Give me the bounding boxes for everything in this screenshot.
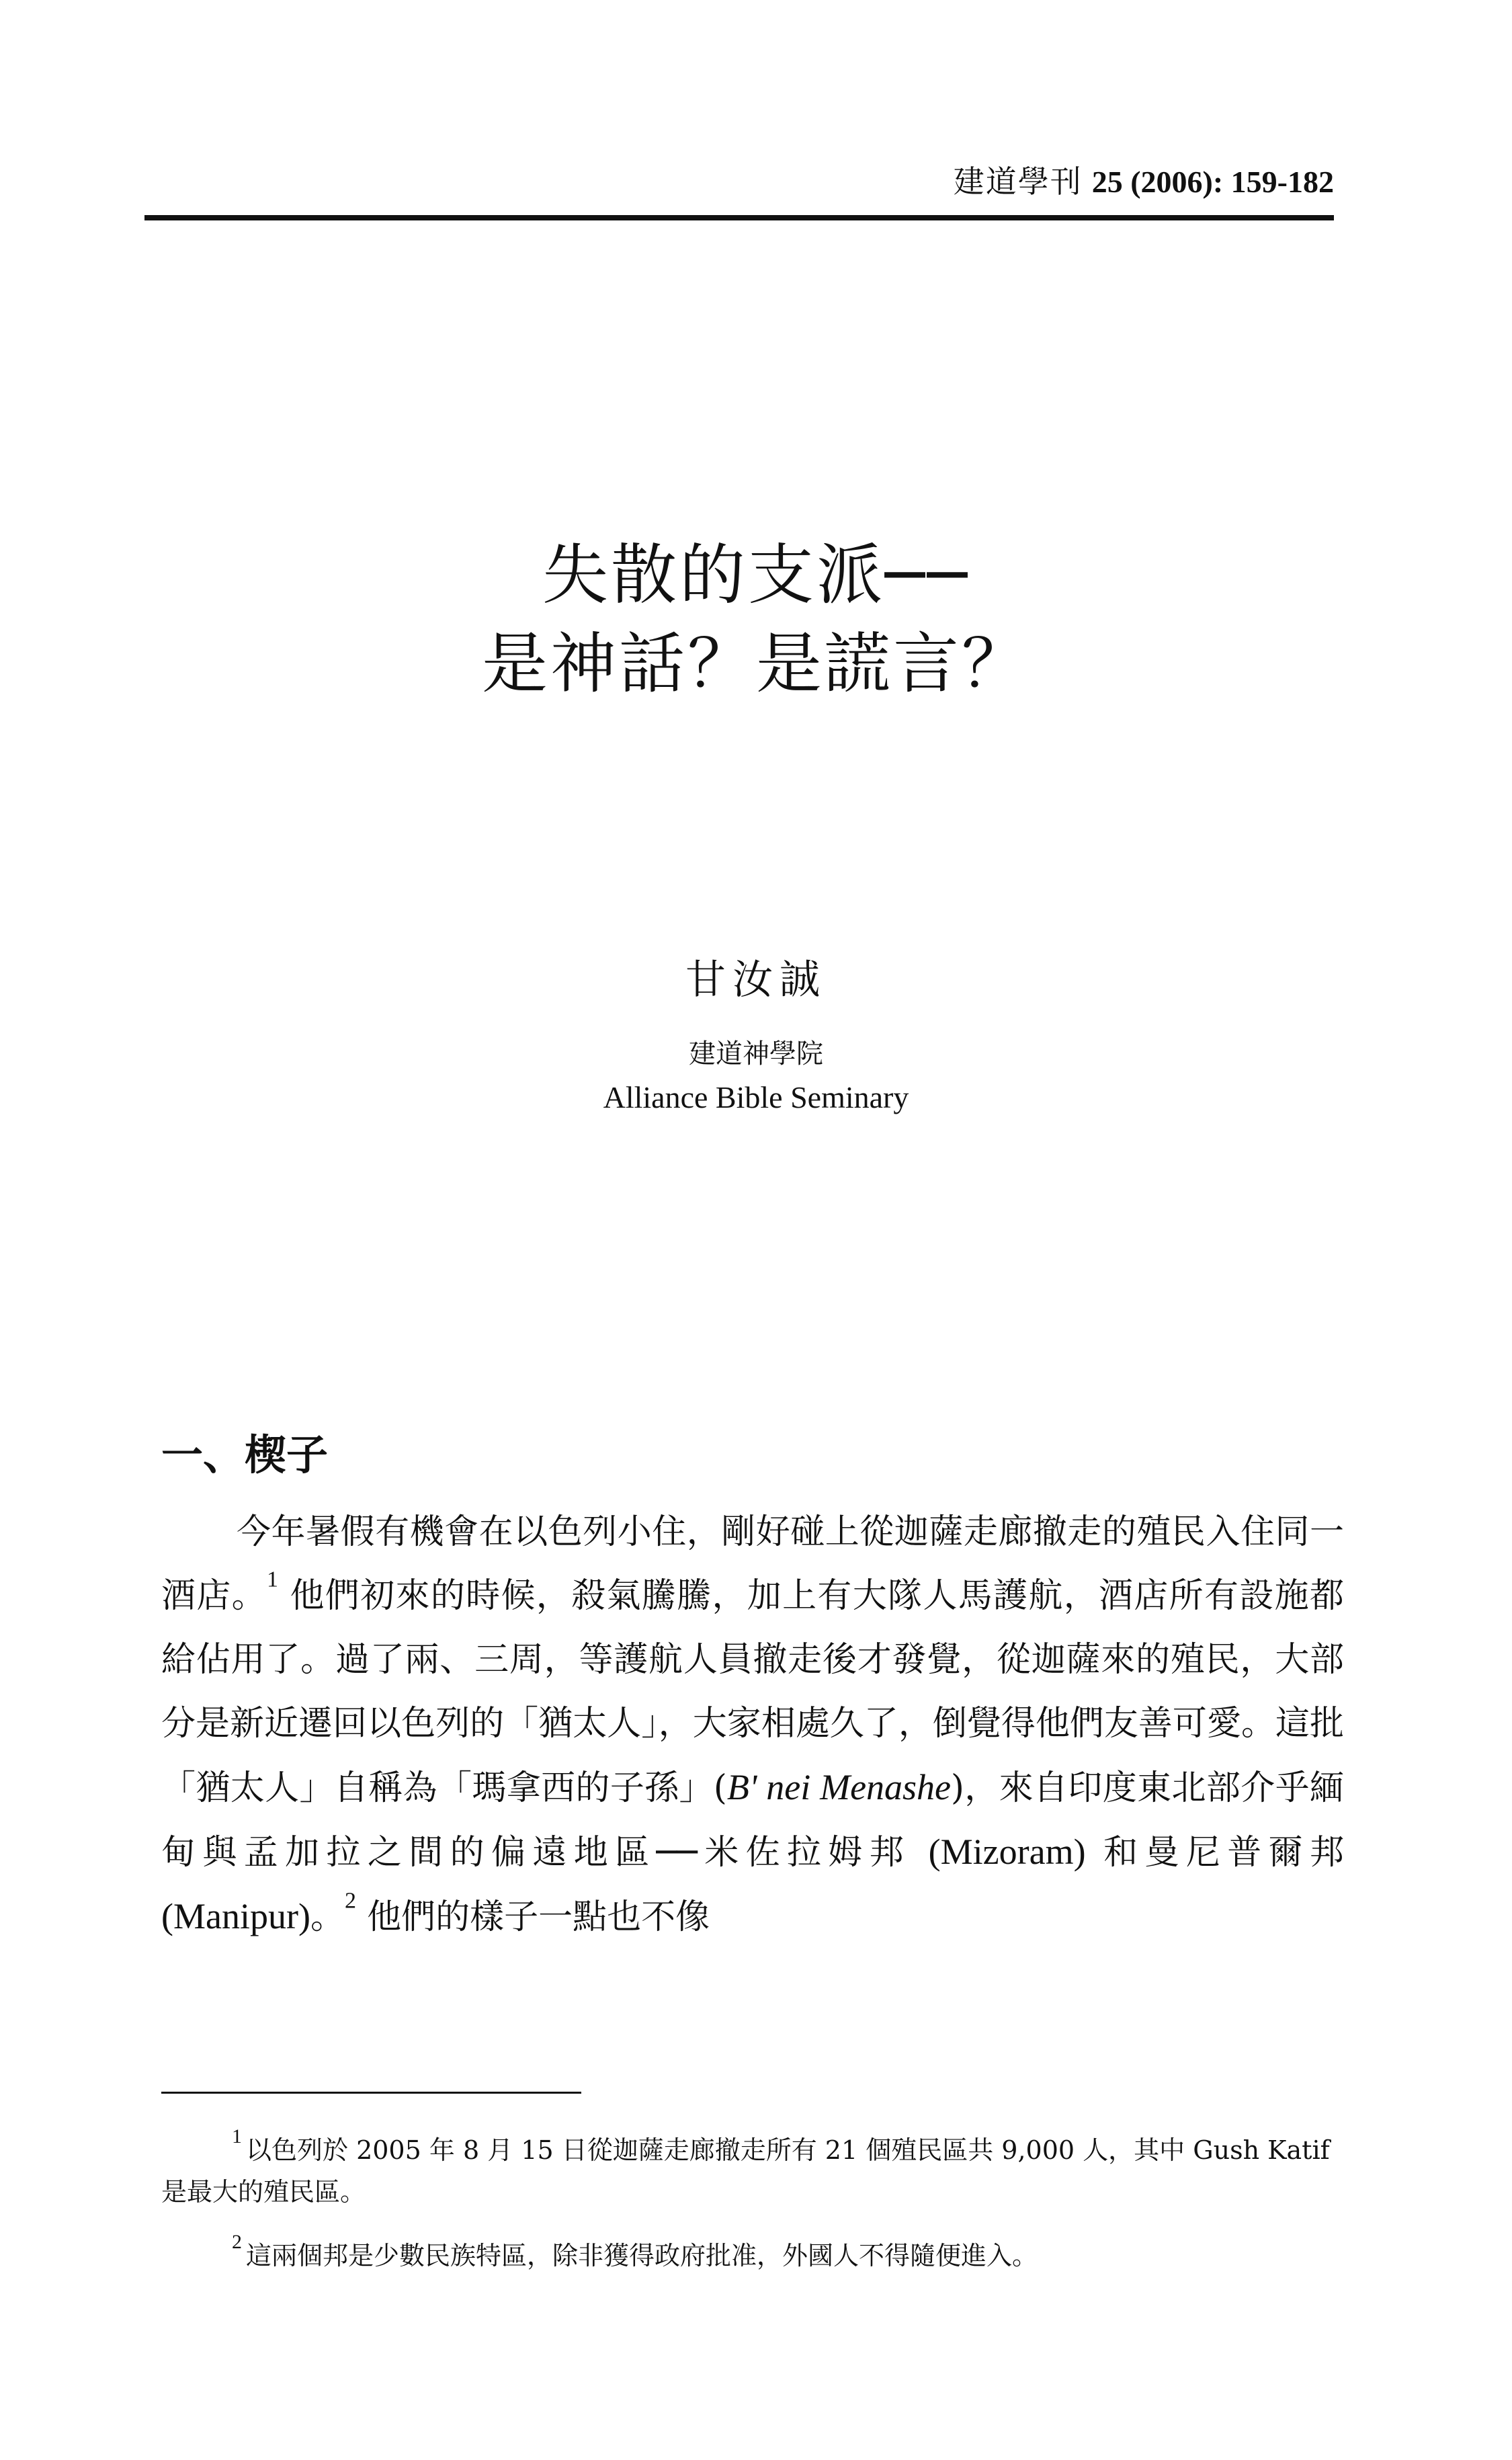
header-rule [144,215,1334,220]
author-name: 甘汝誠 [685,956,827,1003]
body-term-mizoram: (Mizoram) [928,1832,1086,1872]
footnote-1-text: 以色列於 2005 年 8 月 15 日從迦薩走廊撤走所有 21 個殖民區共 9,000 人，其中 Gush Katif 是最大的殖民區。 [161,2135,1330,2207]
body-text-2: 他們初來的時候，殺氣騰騰，加上有大隊人馬護航，酒店所有設施都給佔用了。過了兩、三周，等護航人員撤走後才發覺，從迦薩來的殖民，大部分是新近遷回以色列的「猶太人」，大家相處久了，倒覺得他們友善可愛。這批「猶太人」自稱為「瑪拿西的子孫」( [161,1576,1344,1808]
section-heading: 一、楔子 [161,1430,329,1479]
body-italic-term: B' nei Menashe [726,1767,952,1807]
body-text-4: 和曼尼普爾邦 [1085,1833,1344,1873]
title-line-1: 失散的支派── [542,537,970,614]
body-text-6: 他們的樣子一點也不像 [355,1897,710,1937]
body-paragraph [161,1500,1344,1949]
article-title [0,531,1512,708]
title-line-2: 是神話？是謊言？ [481,626,1030,702]
footnote-rule [161,2092,581,2094]
journal-citation: 25 (2006): 159-182 [1091,165,1334,199]
running-header [954,161,1334,202]
footnote-1-number: 1 [232,2125,242,2147]
footnote-2-text: 這兩個邦是少數民族特區，除非獲得政府批准，外國人不得隨便進入。 [246,2241,1038,2270]
footnote-1 [161,2125,1344,2213]
affiliation-chinese: 建道神學院 [689,1038,823,1069]
body-term-manipur: (Manipur) [161,1896,310,1936]
footnote-ref-1[interactable]: 1 [266,1567,278,1592]
body-text-1: 今年暑假有機會在以色列小住，剛好碰上從迦薩走廊撤走的殖民入住同一酒店。 [161,1512,1344,1616]
affiliation-english: Alliance Bible Seminary [603,1080,909,1114]
footnote-2 [161,2231,1344,2277]
footnote-ref-2[interactable]: 2 [344,1888,356,1914]
body-text-3: )，來自印度東北部介乎緬甸與孟加拉之間的偏遠地區──米佐拉姆邦 [161,1768,1345,1873]
footnote-2-number: 2 [232,2231,242,2253]
body-text-5: 。 [310,1897,345,1937]
journal-name: 建道學刊 [953,163,1083,200]
